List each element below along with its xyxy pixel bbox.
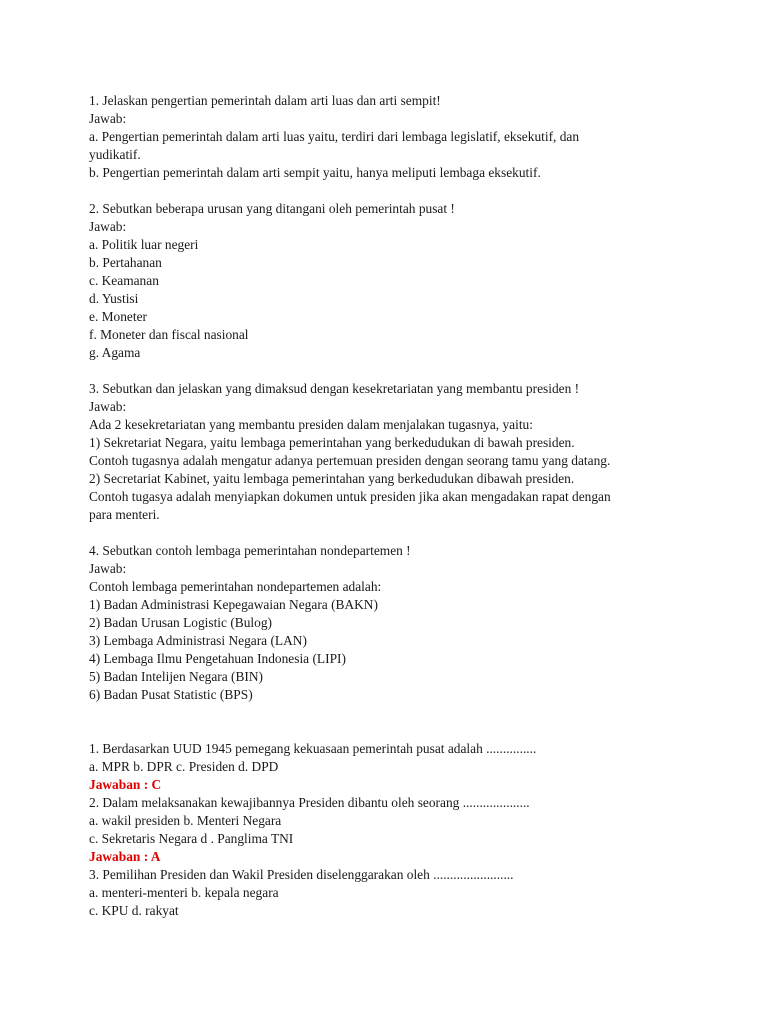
options-line: c. Sekretaris Negara d . Panglima TNI [89, 831, 294, 846]
list-item: a. Politik luar negeri [89, 237, 199, 252]
list-item: 4) Lembaga Ilmu Pengetahuan Indonesia (LIPI) [89, 651, 346, 666]
answer-intro: Contoh lembaga pemerintahan nondepartemen adalah: [89, 579, 382, 594]
list-item: g. Agama [89, 345, 141, 360]
question-text: 3. Sebutkan dan jelaskan yang dimaksud dengan kesekretariatan yang membantu presiden ! [89, 381, 580, 396]
options-line: a. wakil presiden b. Menteri Negara [89, 813, 282, 828]
mc-question-3 [89, 866, 689, 920]
jawab-label: Jawab: [89, 399, 127, 414]
essay-question-3 [89, 380, 689, 524]
question-text: 1. Berdasarkan UUD 1945 pemegang kekuasaan pemerintah pusat adalah ............... [89, 741, 537, 756]
spacer [89, 182, 689, 200]
answer-line: Contoh tugasya adalah menyiapkan dokumen untuk presiden jika akan mengadakan rapat dengan [89, 489, 611, 504]
answer-line: yudikatif. [89, 147, 141, 162]
list-item: b. Pertahanan [89, 255, 162, 270]
list-item: c. Keamanan [89, 273, 159, 288]
answer-line: b. Pengertian pemerintah dalam arti sempit yaitu, hanya meliputi lembaga eksekutif. [89, 165, 541, 180]
answer-key: Jawaban : C [89, 777, 162, 792]
answer-line: 2) Secretariat Kabinet, yaitu lembaga pemerintahan yang berkedudukan dibawah presiden. [89, 471, 575, 486]
essay-question-1 [89, 92, 689, 182]
jawab-label: Jawab: [89, 111, 127, 126]
essay-question-2 [89, 200, 689, 362]
answer-line: 1) Sekretariat Negara, yaitu lembaga pemerintahan yang berkedudukan di bawah presiden. [89, 435, 575, 450]
list-item: 6) Badan Pusat Statistic (BPS) [89, 687, 253, 702]
question-text: 2. Dalam melaksanakan kewajibannya Presiden dibantu oleh seorang .................... [89, 795, 530, 810]
options-line: a. MPR b. DPR c. Presiden d. DPD [89, 759, 279, 774]
mc-question-2 [89, 794, 689, 866]
mc-question-1 [89, 740, 689, 794]
jawab-label: Jawab: [89, 219, 127, 234]
options-line: c. KPU d. rakyat [89, 903, 179, 918]
question-text: 3. Pemilihan Presiden dan Wakil Presiden diselenggarakan oleh ........................ [89, 867, 514, 882]
spacer [89, 362, 689, 380]
options-line: a. menteri-menteri b. kepala negara [89, 885, 279, 900]
essay-question-4 [89, 542, 689, 704]
answer-line: a. Pengertian pemerintah dalam arti luas yaitu, terdiri dari lembaga legislatif, eksekutif, dan [89, 129, 580, 144]
spacer [89, 704, 689, 740]
answer-line: Ada 2 kesekretariatan yang membantu presiden dalam menjalakan tugasnya, yaitu: [89, 417, 533, 432]
list-item: 2) Badan Urusan Logistic (Bulog) [89, 615, 272, 630]
list-item: f. Moneter dan fiscal nasional [89, 327, 249, 342]
list-item: d. Yustisi [89, 291, 139, 306]
list-item: 1) Badan Administrasi Kepegawaian Negara (BAKN) [89, 597, 378, 612]
list-item: e. Moneter [89, 309, 148, 324]
list-item: 3) Lembaga Administrasi Negara (LAN) [89, 633, 307, 648]
answer-line: Contoh tugasnya adalah mengatur adanya pertemuan presiden dengan seorang tamu yang datang. [89, 453, 611, 468]
question-text: 4. Sebutkan contoh lembaga pemerintahan nondepartemen ! [89, 543, 411, 558]
spacer [89, 524, 689, 542]
jawab-label: Jawab: [89, 561, 127, 576]
question-text: 1. Jelaskan pengertian pemerintah dalam arti luas dan arti sempit! [89, 93, 441, 108]
question-text: 2. Sebutkan beberapa urusan yang ditangani oleh pemerintah pusat ! [89, 201, 455, 216]
answer-line: para menteri. [89, 507, 160, 522]
document-page [89, 92, 689, 920]
list-item: 5) Badan Intelijen Negara (BIN) [89, 669, 264, 684]
answer-key: Jawaban : A [89, 849, 161, 864]
